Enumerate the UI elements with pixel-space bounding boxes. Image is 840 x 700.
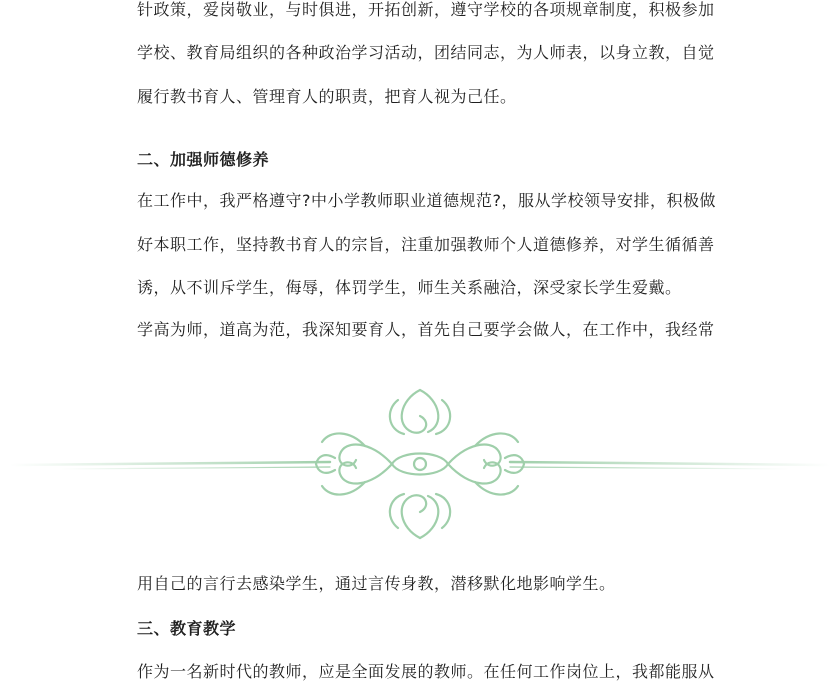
scroll-divider-icon [0, 370, 840, 560]
paragraph-line: 学高为师，道高为范，我深知要育人，首先自己要学会做人，在工作中，我经常 [137, 320, 715, 339]
paragraph-line: 在工作中，我严格遵守?中小学教师职业道德规范?，服从学校领导安排，积极做 [137, 191, 716, 210]
paragraph-line: 履行教书育人、管理育人的职责，把育人视为己任。 [137, 87, 517, 106]
paragraph-line: 诱，从不训斥学生，侮辱，体罚学生，师生关系融洽，深受家长学生爱戴。 [137, 278, 682, 297]
section-heading: 三、教育教学 [137, 619, 237, 638]
section-heading: 二、加强师德修养 [137, 150, 270, 169]
paragraph-line: 用自己的言行去感染学生，通过言传身教，潜移默化地影响学生。 [137, 574, 616, 593]
paragraph-line: 学校、教育局组织的各种政治学习活动，团结同志，为人师表，以身立教，自觉 [137, 43, 715, 62]
paragraph-line: 针政策，爱岗敬业，与时俱进，开拓创新，遵守学校的各项规章制度，积极参加 [137, 0, 715, 19]
paragraph-line: 好本职工作，坚持教书育人的宗旨，注重加强教师个人道德修养，对学生循循善 [137, 235, 715, 254]
paragraph-line: 作为一名新时代的教师，应是全面发展的教师。在任何工作岗位上，我都能服从 [137, 662, 715, 681]
